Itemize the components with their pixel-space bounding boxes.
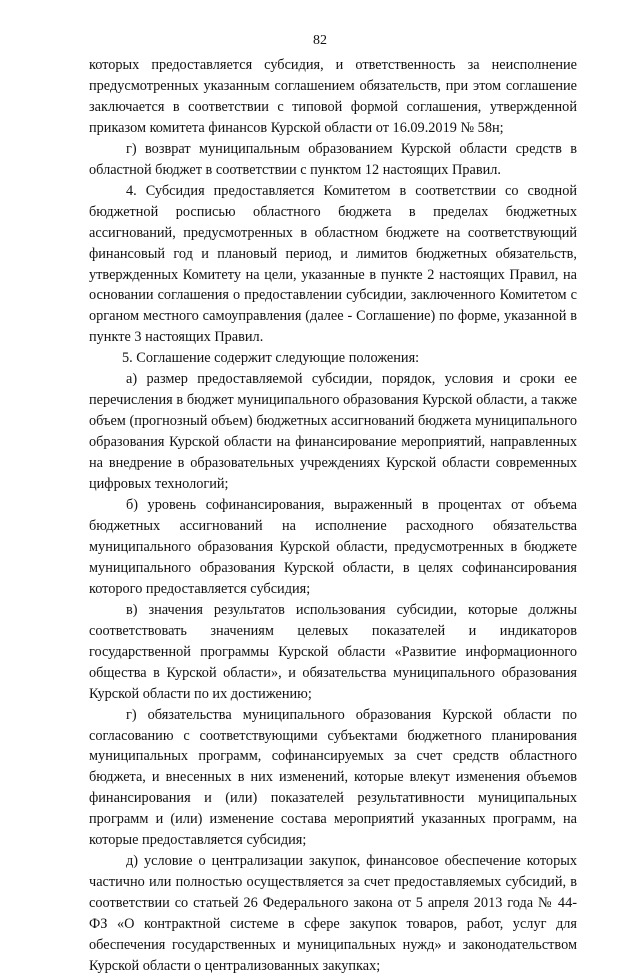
document-body <box>89 55 577 977</box>
paragraph-item-b: б) уровень софинансирования, выраженный в процентах от объема бюджетных ассигнований на исполнение расходного обязательства муниципального образования Курской области, предусмотренных в бюджете муниципального образования Курской области, в целях софинансирования которого предоставляется субсидия; <box>89 497 577 597</box>
paragraph-point-4: 4. Субсидия предоставляется Комитетом в соответствии со сводной бюджетной росписью областного бюджета в пределах бюджетных ассигнований, предусмотренных в областном бюджете на соответствующий финансовый год и плановый период, и лимитов бюджетных обязательств, утвержденных Комитету на цели, указанные в пункте 2 настоящих Правил, на основании соглашения о предоставлении субсидии, заключенного Комитетом с органом местного самоуправления (далее - Соглашение) по форме, указанной в пункте 3 настоящих Правил. <box>89 182 577 346</box>
paragraph-item-g: г) обязательства муниципального образования Курской области по согласованию с соответствующими субъектами бюджетного планирования муниципальных программ, софинансируемых за счет средств областного бюджета, и внесенных в них изменений, которые влекут изменения объемов финансирования и (или) показателей результативности муниципальных программ и (или) изменение состава мероприятий указанных программ, на которые предоставляется субсидия; <box>89 706 577 849</box>
paragraph-item-a: а) размер предоставляемой субсидии, порядок, условия и сроки ее перечисления в бюджет муниципального образования Курской области, а также объем (прогнозный объем) бюджетных ассигнований бюджета муниципального образования Курской области на финансирование мероприятий, направленных на внедрение в образовательных учреждениях Курской области современных цифровых технологий; <box>89 371 577 493</box>
page-number: 82 <box>313 33 327 48</box>
paragraph-item-g-return: г) возврат муниципальным образованием Курской области средств в областной бюджет в соответствии с пунктом 12 настоящих Правил. <box>89 140 577 178</box>
paragraph-item-v: в) значения результатов использования субсидии, которые должны соответствовать значениям целевых показателей и индикаторов государственной программы Курской области «Развитие информационного общества в Курской области», и обязательства муниципального образования Курской области по их достижению; <box>89 601 577 702</box>
paragraph-item-d: д) условие о централизации закупок, финансовое обеспечение которых частично или полностью осуществляется за счет предоставляемых субсидий, в соответствии со статьей 26 Федерального закона от 5 апреля 2013 года № 44-ФЗ «О контрактной системе в сфере закупок товаров, работ, услуг для обеспечения государственных и муниципальных нужд» и законодательством Курской области о централизованных закупках; <box>89 853 577 974</box>
paragraph-continuation: которых предоставляется субсидия, и ответственность за неисполнение предусмотренных указанным соглашением обязательств, при этом соглашение заключается в соответствии с типовой формой соглашения, утвержденной приказом комитета финансов Курской области от 16.09.2019 № 58н; <box>89 57 577 136</box>
paragraph-point-5: 5. Соглашение содержит следующие положения: <box>122 350 420 367</box>
